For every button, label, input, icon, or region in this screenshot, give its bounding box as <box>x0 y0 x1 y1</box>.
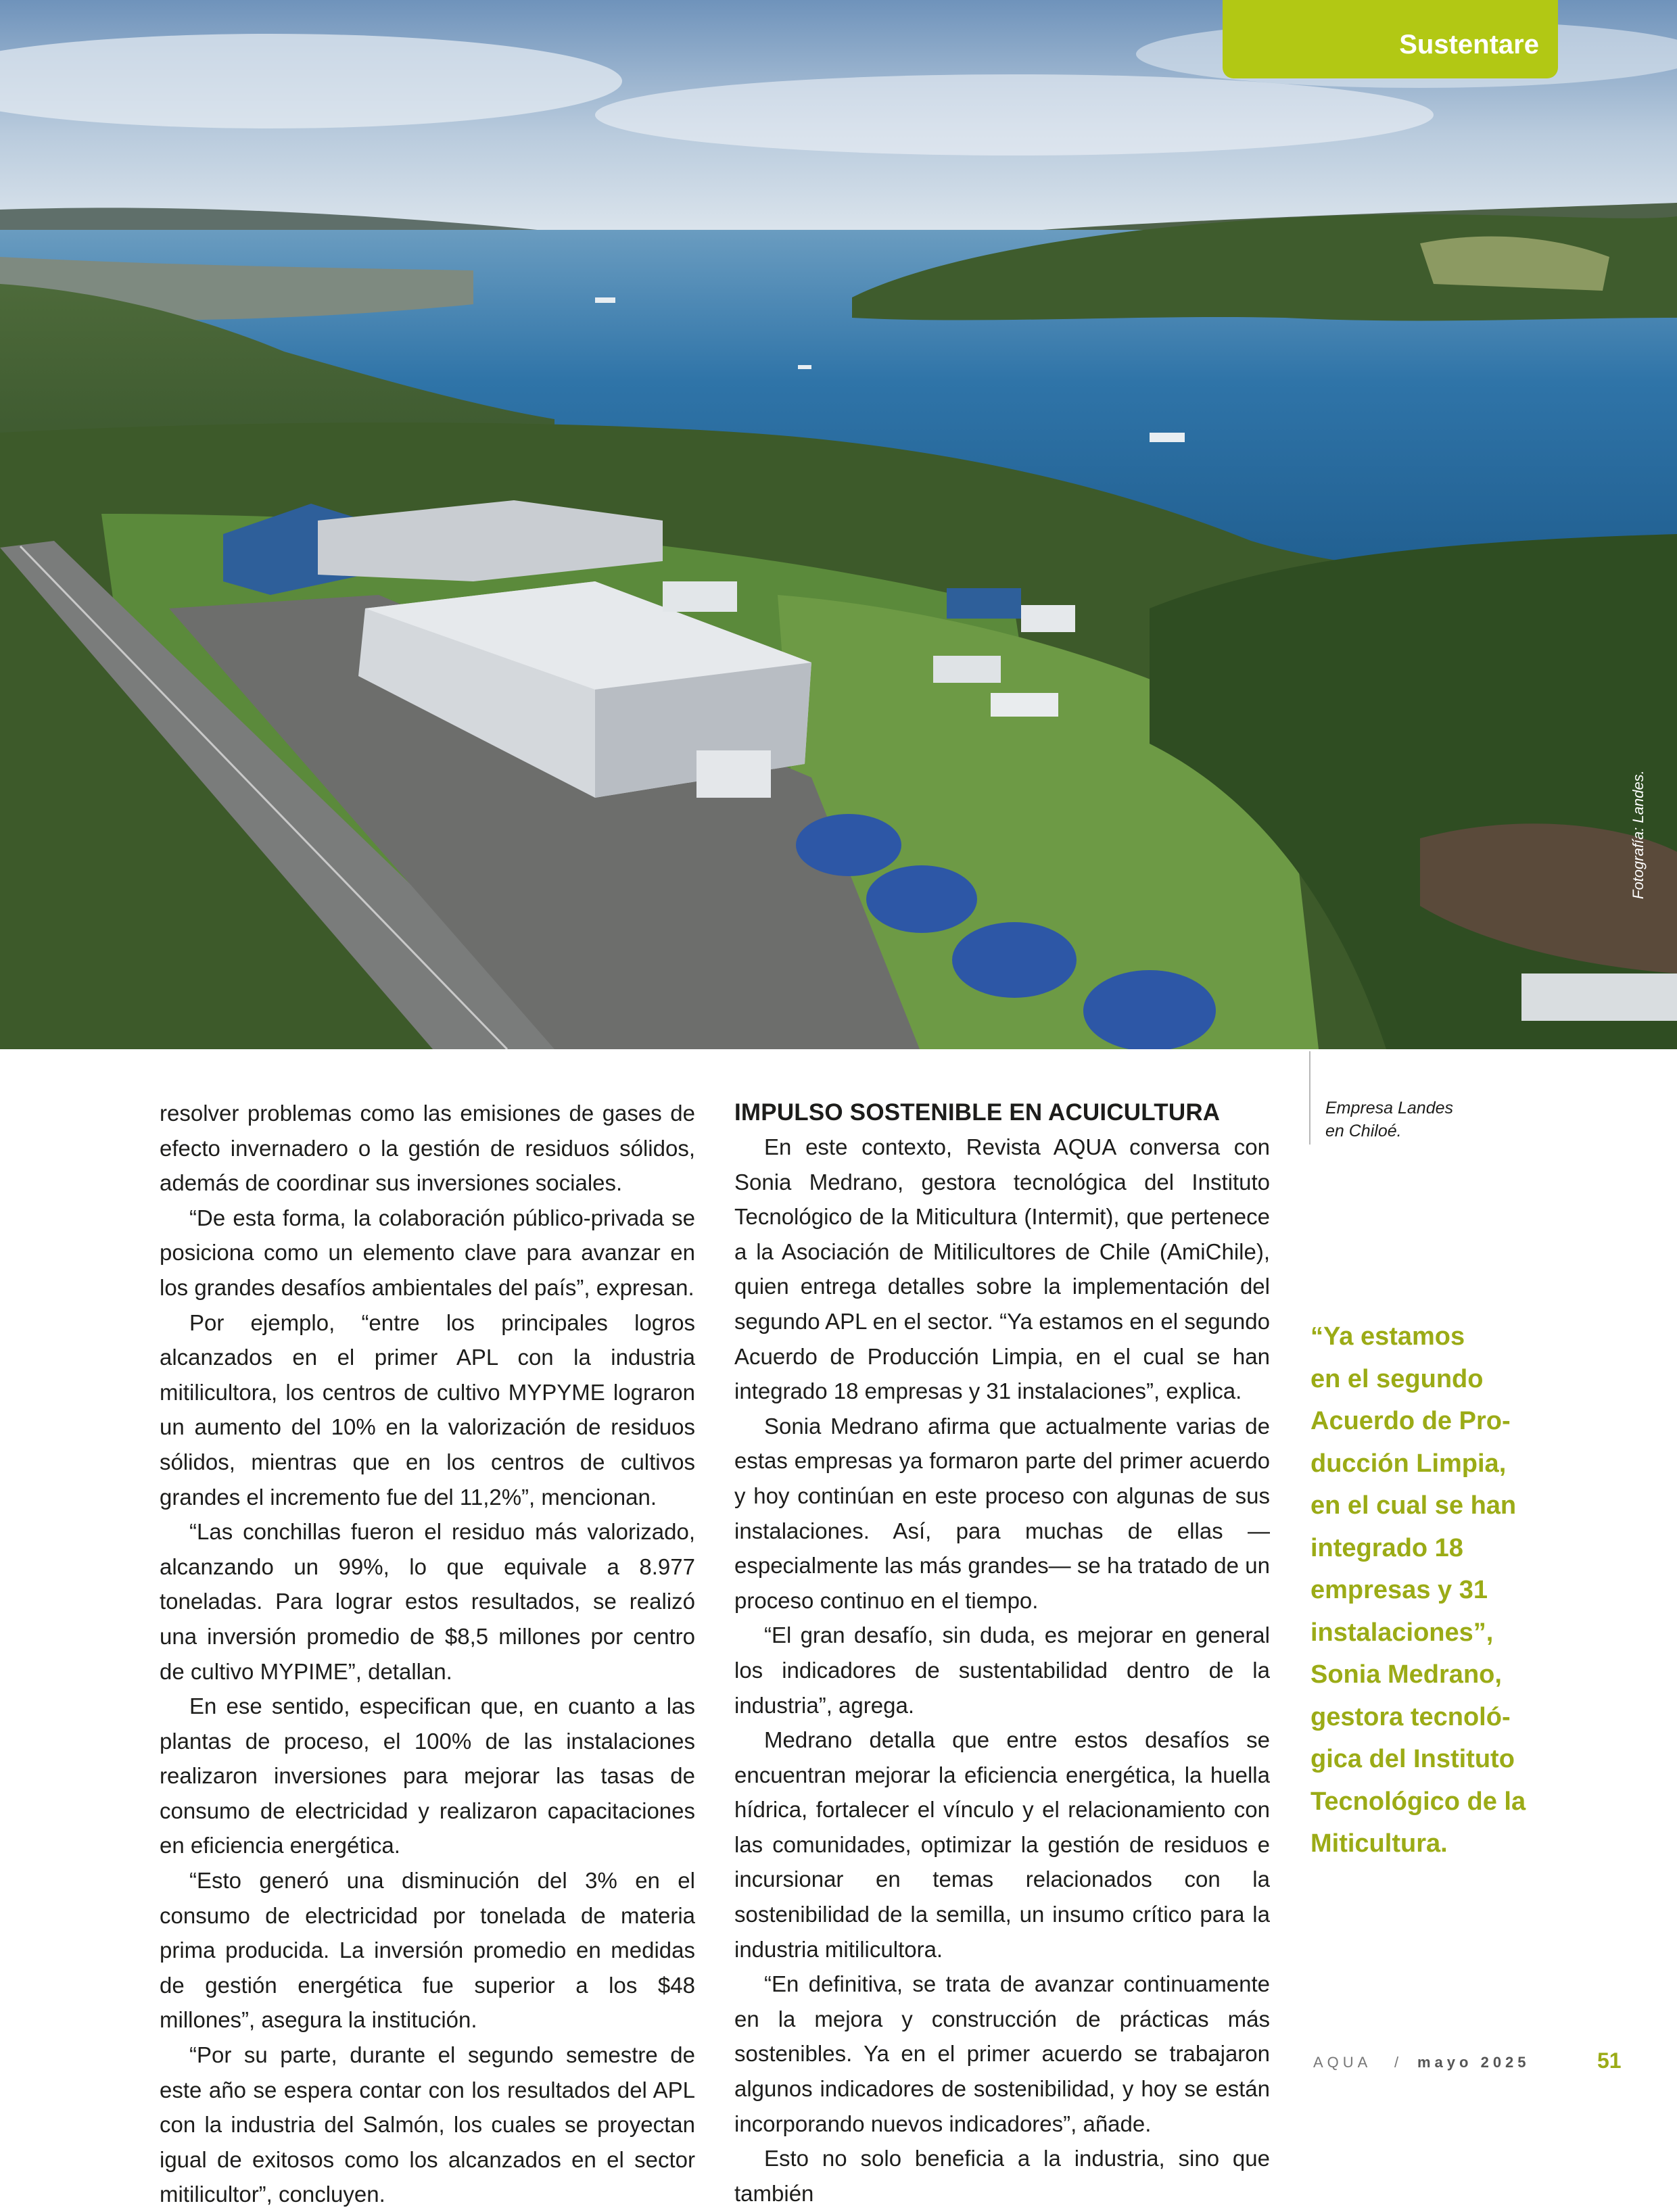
pull-quote-line: gica del Instituto <box>1310 1745 1515 1773</box>
paragraph: “Esto generó una disminución del 3% en el consumo de electricidad por tonelada de materia prima producida. La inversión promedio en medidas de gestión energética fue superior a los $48 millones”, asegura la institución. <box>160 1868 695 2033</box>
paragraph: En ese sentido, especifican que, en cuanto a las plantas de proceso, el 100% de las instalaciones realizaron inversiones para mejorar las tasas de consumo de electricidad y realizaron capacitaciones en eficiencia energética. <box>160 1693 695 1858</box>
issue-date: mayo 2025 <box>1417 2054 1530 2071</box>
paragraph: resolver problemas como las emisiones de gases de efecto invernadero o la gestión de residuos sólidos, además de coordinar sus inversiones sociales. <box>160 1101 695 1196</box>
paragraph: Esto no solo beneficia a la industria, sino que también <box>734 2146 1270 2206</box>
pull-quote-line: instalaciones”, <box>1310 1618 1494 1647</box>
paragraph: “De esta forma, la colaboración público-privada se posiciona como un elemento clave para avanzar en los grandes desafíos ambientales del país”, expresan. <box>160 1205 695 1300</box>
publication-name: AQUA <box>1313 2054 1372 2071</box>
page-footer <box>1313 2050 1631 2077</box>
pull-quote-line: en el cual se han <box>1310 1491 1517 1520</box>
pull-quote-line: “Ya estamos <box>1310 1322 1465 1351</box>
section-heading: IMPULSO SOSTENIBLE EN ACUICULTURA <box>734 1099 1221 1126</box>
pull-quote-line: gestora tecnoló- <box>1310 1702 1511 1731</box>
photo-caption <box>1325 1097 1488 1143</box>
caption-rule <box>1309 1051 1310 1145</box>
pull-quote-line: Tecnológico de la <box>1310 1787 1526 1816</box>
section-tab <box>1223 0 1558 78</box>
page-number: 51 <box>1597 2048 1622 2073</box>
pull-quote-line: Acuerdo de Pro- <box>1310 1407 1511 1435</box>
pull-quote-line: ducción Limpia, <box>1310 1449 1507 1478</box>
caption-line: Empresa Landes <box>1325 1099 1454 1117</box>
section-label: Sustentare <box>1399 30 1539 59</box>
paragraph: “En definitiva, se trata de avanzar continuamente en la mejora y construcción de prácticas más sostenibles. Ya en el primer acuerdo se trabajaron algunos indicadores de sostenibilidad, y hoy se están incorporando nuevos indicadores”, añade. <box>734 1971 1270 2136</box>
pull-quote-line: integrado 18 <box>1310 1533 1463 1562</box>
pull-quote-line: empresas y 31 <box>1310 1576 1488 1604</box>
paragraph: “El gran desafío, sin duda, es mejorar en general los indicadores de sustentabilidad dentro de la industria”, agrega. <box>734 1622 1270 1718</box>
pull-quote <box>1310 1316 1595 1865</box>
paragraph: Por ejemplo, “entre los principales logros alcanzados en el primer APL con la industria mitilicultora, los centros de cultivo MYPYME lograron un aumento del 10% en la valorización de residuos sólidos, mientras que en los centros de cultivos grandes el incremento fue del 11,2%”, mencionan. <box>160 1309 695 1510</box>
aerial-photo-illustration <box>0 0 1677 1049</box>
paragraph: “Las conchillas fueron el residuo más valorizado, alcanzando un 99%, lo que equivale a 8.977 toneladas. Para lograr estos resultados, se realizó una inversión promedio de $8,5 millones por centro de cultivo MYPIME”, detallan. <box>160 1519 695 1684</box>
pull-quote-line: Sonia Medrano, <box>1310 1660 1502 1689</box>
caption-line: en Chiloé. <box>1325 1122 1402 1140</box>
paragraph: Sonia Medrano afirma que actualmente varias de estas empresas ya formaron parte del primer acuerdo y hoy continúan en este proceso con algunas de sus instalaciones. Así, para muchas de ellas —especialmente las más grandes— se ha tratado de un proceso continuo en el tiempo. <box>734 1413 1270 1613</box>
aerial-photo <box>0 0 1677 1049</box>
text-column-2 <box>734 1096 1270 2211</box>
photo-credit <box>1630 750 1650 913</box>
paragraph: Medrano detalla que entre estos desafíos se encuentran mejorar la eficiencia energética, la huella hídrica, fortalecer el vínculo y el relacionamiento con las comunidades, optimizar la gestión de residuos e incursionar en temas relacionados con la sostenibilidad de la semilla, un insumo crítico para la industria mitilicultora. <box>734 1727 1270 1962</box>
pull-quote-line: Miticultura. <box>1310 1829 1448 1858</box>
paragraph: “Por su parte, durante el segundo semestre de este año se espera contar con los resultados del APL con la industria del Salmón, los cuales se proyectan igual de exitosos como los alcanzados en el sector mitilicultor”, concluyen. <box>160 2042 695 2207</box>
footer-separator: / <box>1394 2054 1403 2071</box>
photo-credit-text: Fotografía: Landes. <box>1630 770 1647 899</box>
text-column-1 <box>160 1096 695 2212</box>
pull-quote-line: en el segundo <box>1310 1364 1484 1393</box>
paragraph: En este contexto, Revista AQUA conversa con Sonia Medrano, gestora tecnológica del Instituto Tecnológico de la Miticultura (Intermit), que pertenece a la Asociación de Mitilicultores de Chile (AmiChile), quien entrega detalles sobre la implementación del segundo APL en el sector. “Ya estamos en el segundo Acuerdo de Producción Limpia, en el cual se han integrado 18 empresas y 31 instalaciones”, explica. <box>734 1134 1270 1404</box>
